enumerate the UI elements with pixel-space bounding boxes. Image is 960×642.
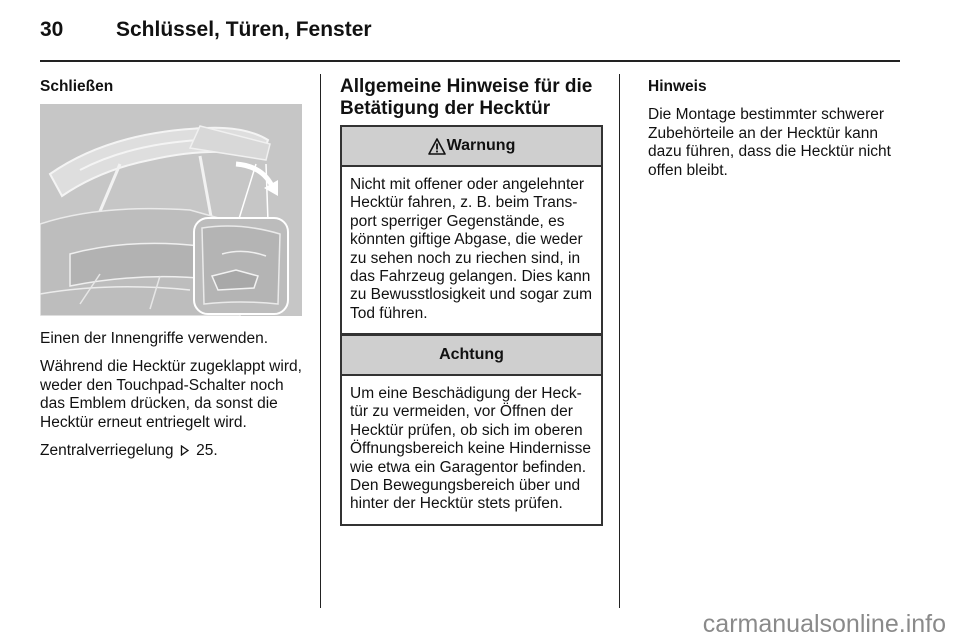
caution-title: Achtung xyxy=(439,346,504,363)
chapter-title: Schlüssel, Türen, Fenster xyxy=(116,18,372,41)
xref-label: Zentralverriegelung xyxy=(40,442,174,460)
page-number: 30 xyxy=(40,18,64,41)
section-heading-general-notes: Allgemeine Hinweise für die Betätigung der Hecktür xyxy=(340,76,593,119)
note-heading: Hinweis xyxy=(648,78,707,95)
warning-box xyxy=(340,125,603,335)
page-header xyxy=(40,14,900,50)
right-column-note xyxy=(648,78,910,190)
cross-reference-arrow-icon xyxy=(180,445,190,456)
warning-triangle-icon xyxy=(428,138,446,155)
warning-box-header xyxy=(342,127,601,167)
site-watermark: carmanualsonline.info xyxy=(702,610,946,638)
central-locking-reference xyxy=(40,442,308,460)
warning-text: Nicht mit offener oder angelehnter Hecktür fahren, z. B. beim Transport sperriger Gegenstände, es könnten giftige Abgase, die weder zu sehen noch zu riechen sind, in das Fahrzeug gelangen. Dies kann zu Bewusstlosigkeit und sogar zum Tod führen. xyxy=(350,176,593,322)
left-column-heading-block xyxy=(40,78,302,106)
caution-box xyxy=(340,334,603,526)
note-text: Die Montage bestimmter schwerer Zubehörteile an der Hecktür kann dazu führen, dass die Hecktür nicht offen bleibt. xyxy=(648,106,891,179)
instruction-paragraph-2: Während die Hecktür zugeklappt wird, weder den Touchpad-Schalter noch das Emblem drücken, da sonst die Hecktür erneut entriegelt wird. xyxy=(40,358,302,431)
tailgate-drawing xyxy=(40,104,302,316)
column-divider-1 xyxy=(320,74,321,608)
left-column-text xyxy=(40,330,308,470)
warning-title: Warnung xyxy=(446,137,516,154)
tailgate-illustration xyxy=(40,104,302,316)
instruction-paragraph-1: Einen der Innengriffe verwenden. xyxy=(40,330,269,347)
section-heading-closing: Schließen xyxy=(40,78,114,95)
xref-page-link[interactable]: 25. xyxy=(196,442,218,460)
caution-text: Um eine Beschädigung der Hecktür zu vermeiden, vor Öffnen der Hecktür prüfen, ob sich im oberen Öffnungsbereich keine Hindernisse wie etwa ein Garagentor befinden. Den Bewegungsbereich über und hinter der Hecktür stets prüfen. xyxy=(350,385,591,513)
caution-box-header xyxy=(342,336,601,376)
middle-column-heading-block xyxy=(340,76,602,130)
column-divider-2 xyxy=(619,74,620,608)
header-divider xyxy=(40,60,900,62)
